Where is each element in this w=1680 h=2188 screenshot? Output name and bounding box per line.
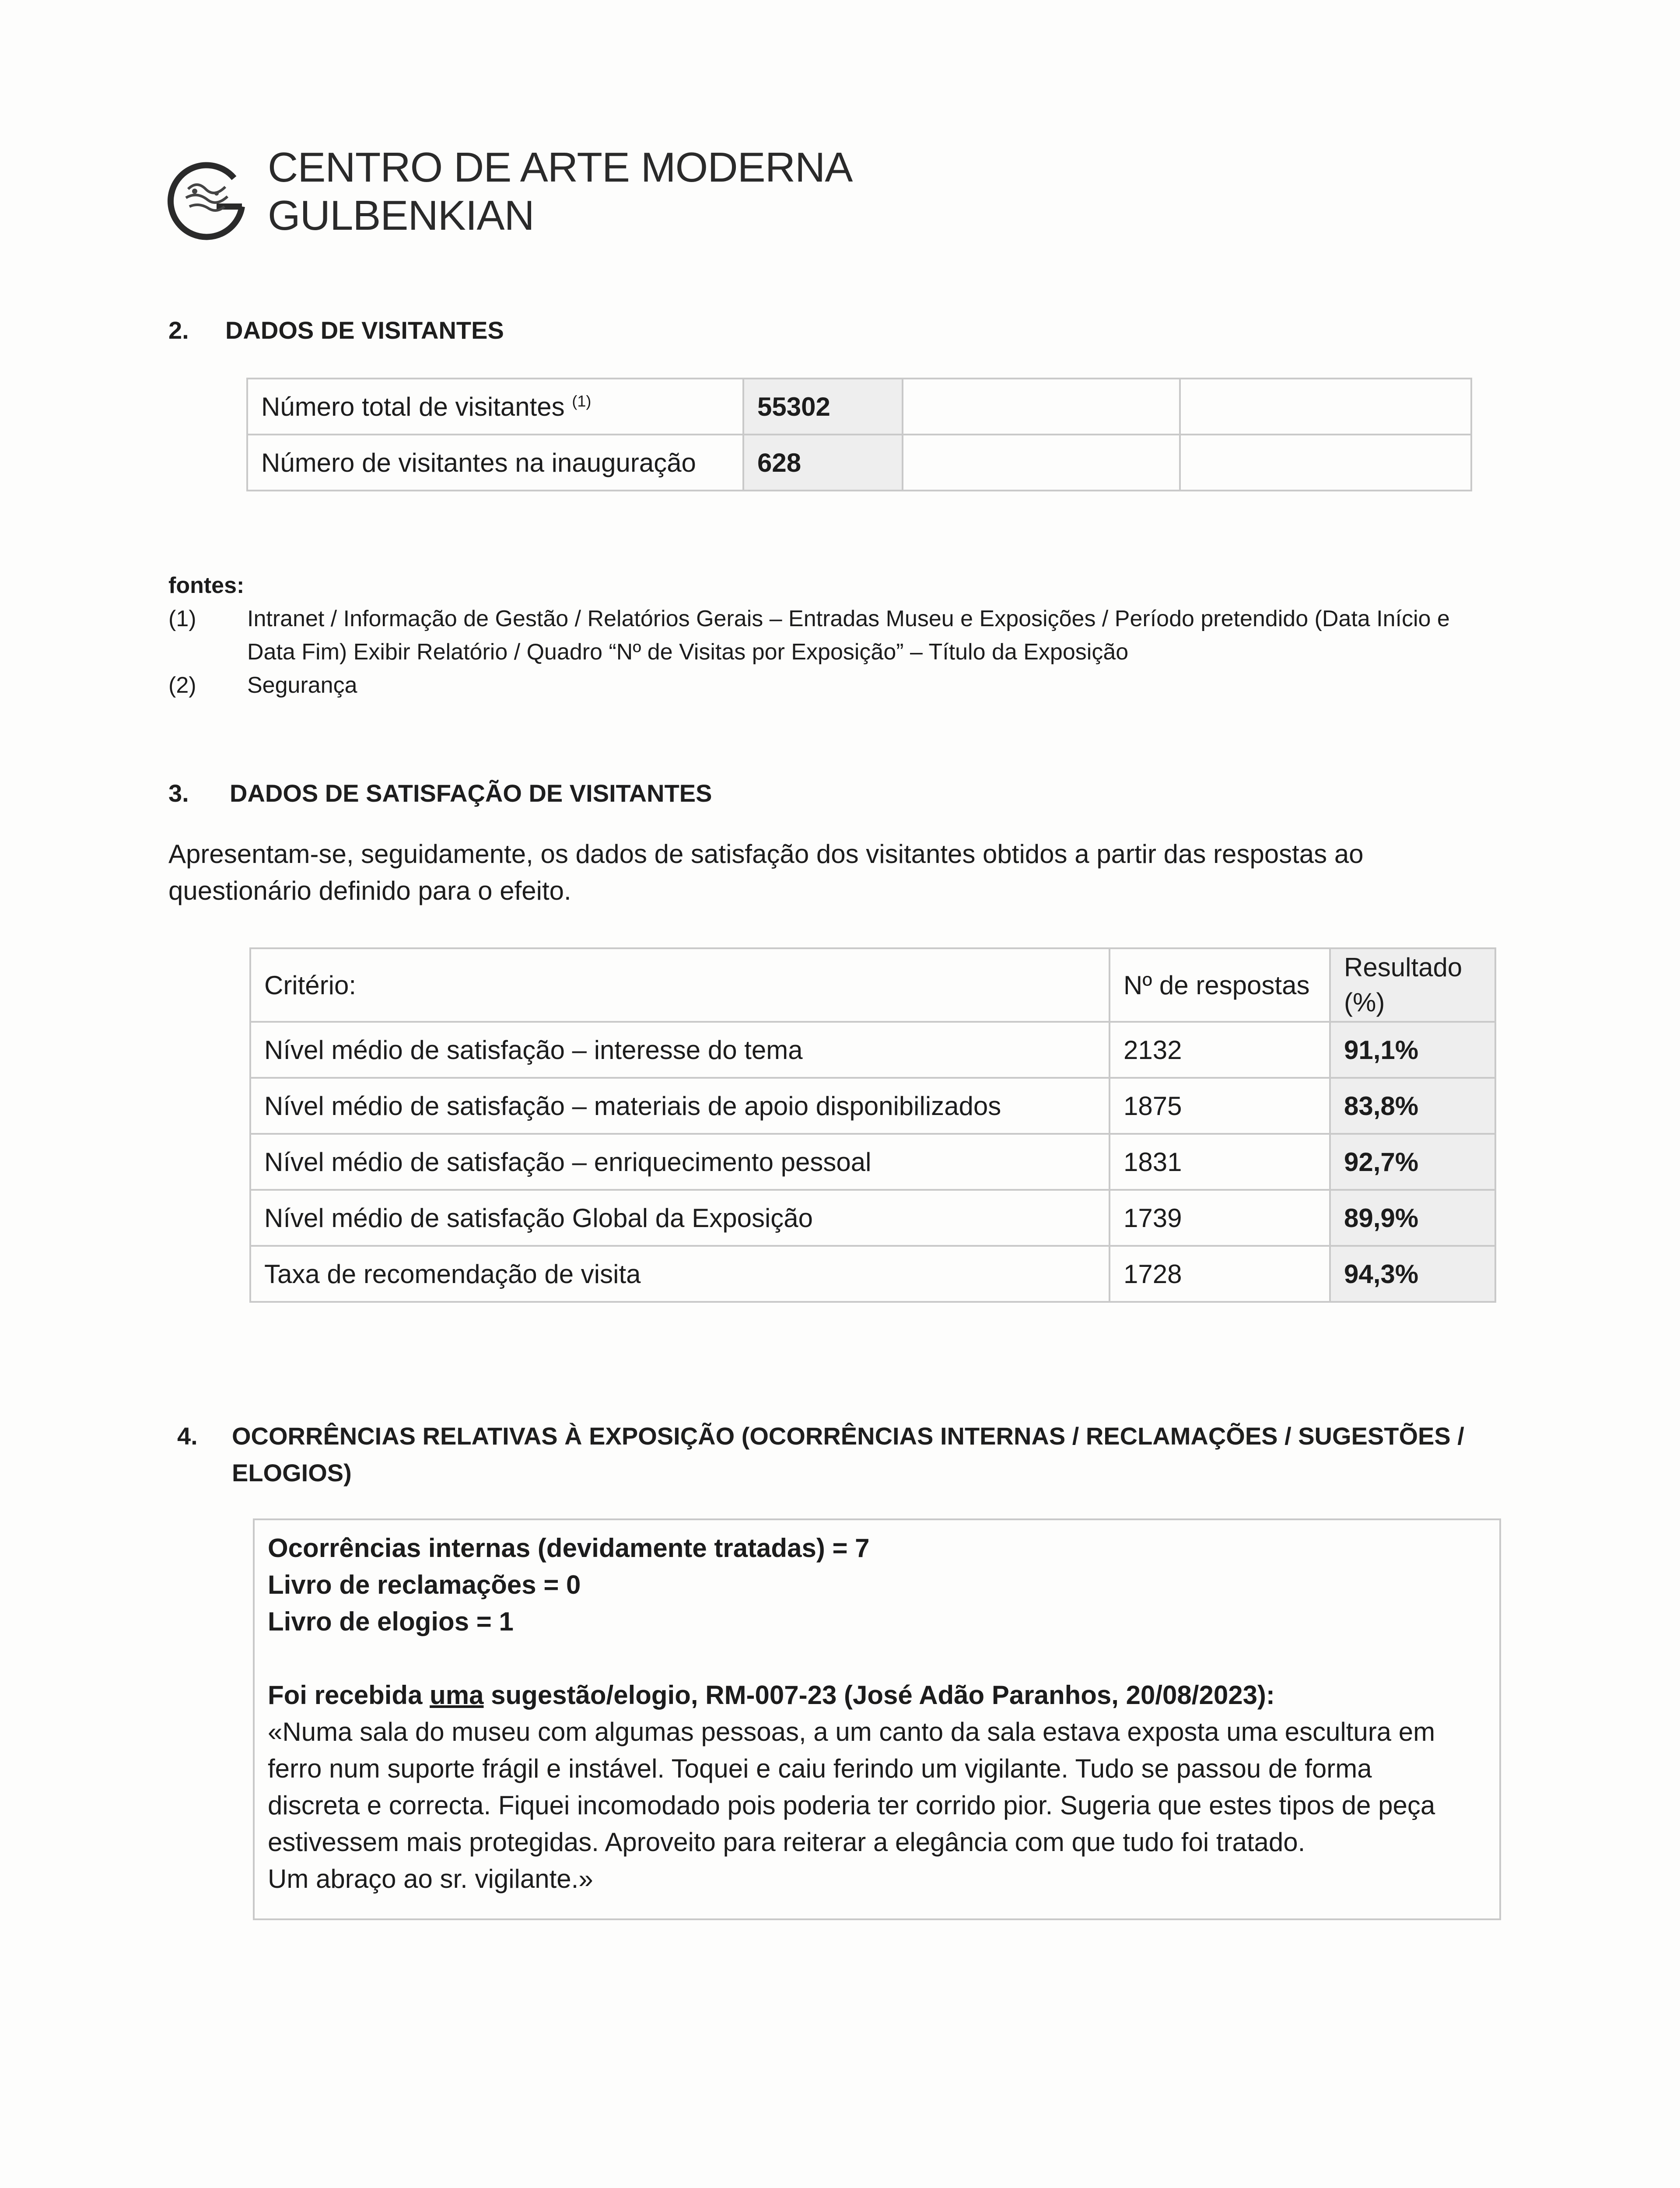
criterio-cell: Taxa de recomendação de visita bbox=[250, 1246, 1110, 1302]
complaints-book: Livro de reclamações = 0 bbox=[268, 1570, 581, 1599]
footnote-ref: (1) bbox=[572, 392, 592, 410]
internal-occurrences: Ocorrências internas (devidamente tratadas) = 7 bbox=[268, 1533, 870, 1563]
org-name bbox=[268, 144, 852, 240]
quote-line: «Numa sala do museu com algumas pessoas, a um canto da sala estava exposta uma escultura em bbox=[268, 1717, 1435, 1746]
org-name-line1: CENTRO DE ARTE MODERNA bbox=[268, 144, 853, 191]
satisfaction-intro: Apresentam-se, seguidamente, os dados de satisfação dos visitantes obtidos a partir das respostas ao questionário definido para o efeito. bbox=[168, 839, 1364, 905]
section-title: DADOS DE VISITANTES bbox=[225, 316, 504, 344]
satisfaction-table bbox=[249, 947, 1496, 1303]
respostas-cell: 2132 bbox=[1110, 1022, 1330, 1078]
criterio-cell: Nível médio de satisfação – enriquecimento pessoal bbox=[250, 1134, 1110, 1190]
sources-block bbox=[168, 569, 1498, 702]
table-row bbox=[250, 1190, 1495, 1246]
visitors-label-cell bbox=[247, 379, 743, 435]
occurrences-content bbox=[268, 1530, 1488, 1897]
gulbenkian-logo-icon bbox=[164, 154, 252, 242]
compliments-book: Livro de elogios = 1 bbox=[268, 1607, 514, 1636]
empty-cell bbox=[1180, 379, 1471, 435]
resultado-cell: 89,9% bbox=[1330, 1190, 1495, 1246]
source-index: (1) bbox=[168, 606, 196, 631]
quote-line: Um abraço ao sr. vigilante.» bbox=[268, 1864, 593, 1893]
resultado-cell: 92,7% bbox=[1330, 1134, 1495, 1190]
header-resultado: Resultado (%) bbox=[1330, 948, 1495, 1022]
visitors-total-label: Número total de visitantes bbox=[261, 392, 565, 421]
criterio-cell: Nível médio de satisfação Global da Exposição bbox=[250, 1190, 1110, 1246]
section-2-heading bbox=[168, 316, 1481, 347]
quote-line: discreta e correcta. Fiquei incomodado pois poderia ter corrido pior. Sugeria que estes tipos de peça bbox=[268, 1791, 1435, 1820]
respostas-cell: 1875 bbox=[1110, 1078, 1330, 1134]
resultado-cell: 94,3% bbox=[1330, 1246, 1495, 1302]
table-row bbox=[250, 1134, 1495, 1190]
quote-line: estivessem mais protegidas. Aproveito para reiterar a elegância com que tudo foi tratado. bbox=[268, 1827, 1306, 1857]
source-item bbox=[168, 602, 1498, 669]
table-row bbox=[250, 1246, 1495, 1302]
suggestion-heading bbox=[268, 1677, 1488, 1714]
visitors-total-value: 55302 bbox=[743, 379, 903, 435]
sources-heading: fontes: bbox=[168, 573, 245, 598]
empty-cell bbox=[903, 435, 1180, 491]
section-4-heading bbox=[177, 1418, 1512, 1488]
visitors-opening-value: 628 bbox=[743, 435, 903, 491]
section-number: 4. bbox=[177, 1422, 198, 1450]
quote-line: ferro num suporte frágil e instável. Toquei e caiu ferindo um vigilante. Tudo se passou de forma bbox=[268, 1754, 1372, 1783]
section-title-line2: ELOGIOS) bbox=[232, 1459, 352, 1487]
section-number: 3. bbox=[168, 779, 189, 807]
suggestion-underlined: uma bbox=[430, 1680, 484, 1710]
source-text: Intranet / Informação de Gestão / Relatórios Gerais – Entradas Museu e Exposições / Período pretendido (Data Início e Data Fim) Exibir Relatório / Quadro “Nº de Visitas por Exposição” – Título da Exposição bbox=[247, 606, 1450, 665]
empty-cell bbox=[903, 379, 1180, 435]
visitors-opening-label: Número de visitantes na inauguração bbox=[247, 435, 743, 491]
section-title: DADOS DE SATISFAÇÃO DE VISITANTES bbox=[230, 779, 712, 807]
occurrences-box bbox=[253, 1518, 1501, 1920]
table-row bbox=[250, 1022, 1495, 1078]
criterio-cell: Nível médio de satisfação – materiais de apoio disponibilizados bbox=[250, 1078, 1110, 1134]
header-respostas: Nº de respostas bbox=[1110, 948, 1330, 1022]
resultado-cell: 83,8% bbox=[1330, 1078, 1495, 1134]
section-number: 2. bbox=[168, 316, 189, 344]
table-row bbox=[247, 435, 1471, 491]
table-header-row bbox=[250, 948, 1495, 1022]
respostas-cell: 1728 bbox=[1110, 1246, 1330, 1302]
org-name-line2: GULBENKIAN bbox=[268, 192, 534, 239]
resultado-cell: 91,1% bbox=[1330, 1022, 1495, 1078]
table-row bbox=[247, 379, 1471, 435]
source-text: Segurança bbox=[247, 673, 357, 698]
table-row bbox=[250, 1078, 1495, 1134]
source-index: (2) bbox=[168, 673, 196, 698]
section-3-heading bbox=[168, 779, 1481, 810]
empty-cell bbox=[1180, 435, 1471, 491]
source-item bbox=[168, 669, 1498, 702]
suggestion-suffix: sugestão/elogio, RM-007-23 (José Adão Paranhos, 20/08/2023): bbox=[483, 1680, 1275, 1710]
respostas-cell: 1739 bbox=[1110, 1190, 1330, 1246]
section-title-line1: OCORRÊNCIAS RELATIVAS À EXPOSIÇÃO (OCORRÊNCIAS INTERNAS / RECLAMAÇÕES / SUGESTÕES / bbox=[232, 1422, 1464, 1450]
criterio-cell: Nível médio de satisfação – interesse do tema bbox=[250, 1022, 1110, 1078]
visitors-table bbox=[246, 378, 1472, 491]
header-criterio: Critério: bbox=[250, 948, 1110, 1022]
respostas-cell: 1831 bbox=[1110, 1134, 1330, 1190]
suggestion-prefix: Foi recebida bbox=[268, 1680, 430, 1710]
